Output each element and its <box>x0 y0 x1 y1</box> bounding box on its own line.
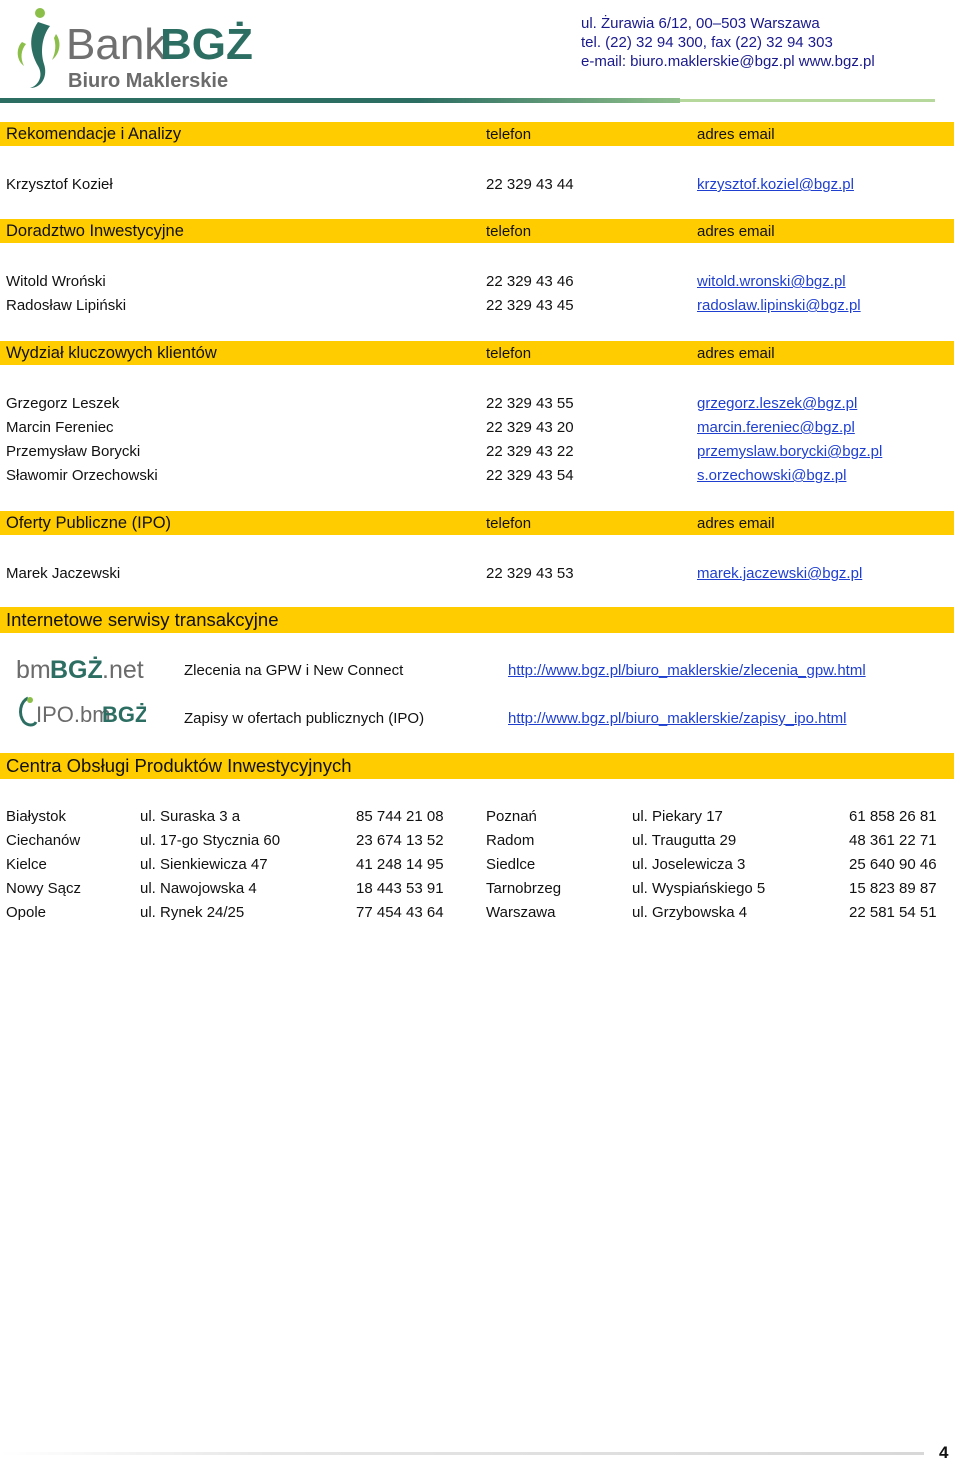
section-header-ipo <box>0 511 954 535</box>
branch-phone: 85 744 21 08 <box>356 808 444 825</box>
section-title: Wydział kluczowych klientów <box>6 344 217 362</box>
header-contact <box>581 14 875 71</box>
contact-name: Radosław Lipiński <box>6 297 127 314</box>
branch-phone: 77 454 43 64 <box>356 904 444 921</box>
ipo-bmbgz-logo-graphic <box>16 694 146 730</box>
logo-bank-text: Bank <box>66 20 167 69</box>
contact-email-link[interactable]: przemyslaw.borycki@bgz.pl <box>697 443 883 460</box>
section-header-services <box>0 607 954 633</box>
column-label-email: adres email <box>697 515 775 532</box>
contact-email-link[interactable]: marcin.fereniec@bgz.pl <box>697 419 855 436</box>
branch-address: ul. Suraska 3 a <box>140 808 241 825</box>
branch-city: Tarnobrzeg <box>486 880 562 897</box>
contact-name: Grzegorz Leszek <box>6 395 120 412</box>
column-label-email: adres email <box>697 345 775 362</box>
contact-phone: 22 329 43 20 <box>486 419 574 436</box>
contact-email-link[interactable]: witold.wronski@bgz.pl <box>697 273 846 290</box>
bmbgz-net-logo-graphic <box>16 654 146 684</box>
branch-phone: 48 361 22 71 <box>849 832 937 849</box>
service-link-zlecenia[interactable]: http://www.bgz.pl/biuro_maklerskie/zlecenia_gpw.html <box>508 662 866 679</box>
logo-bgz-text: BGŻ <box>160 20 253 69</box>
logo-subtitle: Biuro Maklerskie <box>68 70 229 92</box>
contact-phone: 22 329 43 46 <box>486 273 574 290</box>
bank-bgz-logo-graphic <box>8 4 268 96</box>
branch-address: ul. Nawojowska 4 <box>140 880 257 897</box>
contact-phone: 22 329 43 45 <box>486 297 574 314</box>
branch-city: Poznań <box>486 808 537 825</box>
contact-phone: 22 329 43 22 <box>486 443 574 460</box>
contact-row <box>0 419 954 441</box>
branch-phone: 23 674 13 52 <box>356 832 444 849</box>
section-title: Centra Obsługi Produktów Inwestycyjnych <box>6 755 352 776</box>
contact-row <box>0 176 954 198</box>
branch-phone: 61 858 26 81 <box>849 808 937 825</box>
column-label-phone: telefon <box>486 345 532 362</box>
footer-divider <box>0 1452 924 1455</box>
contact-name: Witold Wroński <box>6 273 106 290</box>
branch-city: Kielce <box>6 856 47 873</box>
header-divider <box>0 98 935 103</box>
section-title: Internetowe serwisy transakcyjne <box>6 609 279 630</box>
branch-city: Ciechanów <box>6 832 81 849</box>
contact-phone: 22 329 43 55 <box>486 395 574 412</box>
branch-city: Opole <box>6 904 47 921</box>
branch-address: ul. Grzybowska 4 <box>632 904 748 921</box>
column-label-email: adres email <box>697 223 775 240</box>
branch-address: ul. Rynek 24/25 <box>140 904 245 921</box>
contact-phone: 22 329 43 53 <box>486 565 574 582</box>
section-title: Doradztwo Inwestycyjne <box>6 222 184 240</box>
branch-address: ul. Piekary 17 <box>632 808 723 825</box>
contact-phone: 22 329 43 54 <box>486 467 574 484</box>
service-link-ipo[interactable]: http://www.bgz.pl/biuro_maklerskie/zapisy_ipo.html <box>508 710 847 727</box>
branch-phone: 41 248 14 95 <box>356 856 444 873</box>
contact-row <box>0 443 954 465</box>
branch-phone: 25 640 90 46 <box>849 856 937 873</box>
page-number: 4 <box>939 1443 949 1462</box>
section-title: Oferty Publiczne (IPO) <box>6 514 172 532</box>
contact-name: Przemysław Borycki <box>6 443 141 460</box>
contact-email-link[interactable]: radoslaw.lipinski@bgz.pl <box>697 297 861 314</box>
column-label-phone: telefon <box>486 515 532 532</box>
branch-city: Siedlce <box>486 856 536 873</box>
bmbgz-logo-bgz: BGŻ <box>50 656 103 684</box>
contact-phone: 22 329 43 44 <box>486 176 574 193</box>
section-header-kluczowi-klienci <box>0 341 954 365</box>
branch-address: ul. Wyspiańskiego 5 <box>632 880 766 897</box>
branch-phone: 22 581 54 51 <box>849 904 937 921</box>
branch-address: ul. Traugutta 29 <box>632 832 737 849</box>
bmbgz-logo-net: .net <box>102 656 144 684</box>
contact-row <box>0 395 954 417</box>
branch-address: ul. 17-go Stycznia 60 <box>140 832 281 849</box>
contact-name: Marek Jaczewski <box>6 565 121 582</box>
branch-city: Warszawa <box>486 904 556 921</box>
column-label-phone: telefon <box>486 223 532 240</box>
section-header-branches <box>0 753 954 779</box>
branch-city: Nowy Sącz <box>6 880 82 897</box>
ipo-logo-ipobm: IPO.bm <box>36 702 111 727</box>
ipo-logo-bgz: BGŻ <box>102 702 146 727</box>
contact-email-link[interactable]: grzegorz.leszek@bgz.pl <box>697 395 858 412</box>
ipo-bmbgz-logo[interactable] <box>16 694 146 730</box>
contact-name: Marcin Fereniec <box>6 419 114 436</box>
header-address: ul. Żurawia 6/12, 00–503 Warszawa <box>581 15 820 32</box>
branch-address: ul. Joselewicza 3 <box>632 856 746 873</box>
contact-name: Sławomir Orzechowski <box>6 467 158 484</box>
section-header-doradztwo <box>0 219 954 243</box>
contact-email-link[interactable]: krzysztof.koziel@bgz.pl <box>697 176 854 193</box>
contact-name: Krzysztof Kozieł <box>6 176 113 193</box>
header-email: e-mail: biuro.maklerskie@bgz.pl www.bgz.pl <box>581 53 875 70</box>
bmbgz-net-logo[interactable] <box>16 654 146 684</box>
column-label-email: adres email <box>697 126 775 143</box>
contact-email-link[interactable]: s.orzechowski@bgz.pl <box>697 467 847 484</box>
contact-row <box>0 297 954 319</box>
section-header-rekomendacje <box>0 122 954 146</box>
branch-phone: 18 443 53 91 <box>356 880 444 897</box>
service-description: Zapisy w ofertach publicznych (IPO) <box>184 710 425 727</box>
branch-address: ul. Sienkiewicza 47 <box>140 856 268 873</box>
contact-email-link[interactable]: marek.jaczewski@bgz.pl <box>697 565 863 582</box>
service-description: Zlecenia na GPW i New Connect <box>184 662 404 679</box>
bmbgz-logo-bm: bm <box>16 656 51 684</box>
bank-bgz-logo <box>8 4 268 96</box>
branch-city: Białystok <box>6 808 67 825</box>
branch-city: Radom <box>486 832 535 849</box>
contact-row <box>0 273 954 295</box>
contact-row <box>0 467 954 489</box>
section-title: Rekomendacje i Analizy <box>6 125 182 143</box>
header-phone: tel. (22) 32 94 300, fax (22) 32 94 303 <box>581 34 833 51</box>
column-label-phone: telefon <box>486 126 532 143</box>
contact-row <box>0 565 954 587</box>
branch-phone: 15 823 89 87 <box>849 880 937 897</box>
